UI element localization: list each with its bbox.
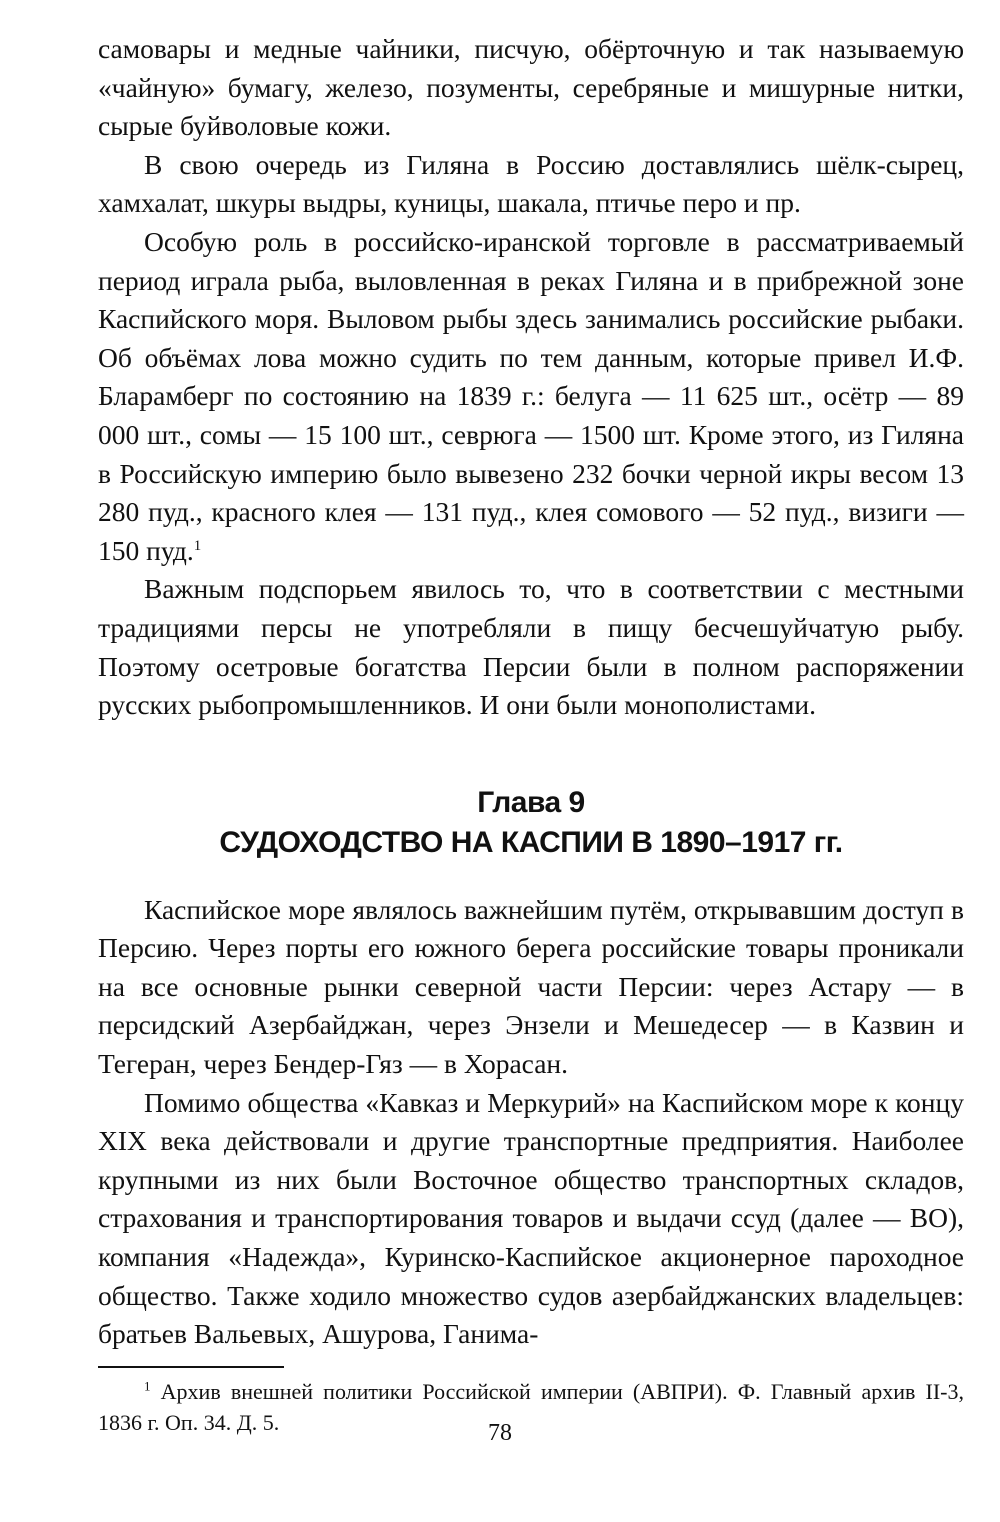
paragraph-3 <box>98 223 964 570</box>
paragraph-3-text: Особую роль в российско-иранской торговле в рассматриваемый период играла рыба, выловленная в реках Гиляна и в прибрежной зоне Каспийского моря. Выловом рыбы здесь занимались российские рыбаки. Об объёмах лова можно судить по тем данным, которые привел И.Ф. Бларамберг по состоянию на 1839 г.: белуга — 11 625 шт., осётр — 89 000 шт., сомы — 15 100 шт., севрюга — 1500 шт. Кроме этого, из Гиляна в Российскую империю было вывезено 232 бочки черной икры весом 13 280 пуд., красного клея — 131 пуд., клея сомового — 52 пуд., визиги — 150 пуд. <box>98 225 964 566</box>
chapter-title: СУДОХОДСТВО НА КАСПИИ В 1890–1917 гг. <box>219 825 843 859</box>
paragraph-5: Каспийское море являлось важнейшим путём, открывавшим доступ в Персию. Через порты его южного берега российские товары проникали на все основные рынки северной части Персии: через Астару — в персидский Азербайджан, через Энзели и Мешедесер — в Казвин и Тегеран, через Бендер-Гяз — в Хорасан. <box>98 893 964 1080</box>
footnote-marker: 1 <box>144 1378 151 1394</box>
footnote-text: Архив внешней политики Российской империи (АВПРИ). Ф. Главный архив II-3, 1836 г. Оп. 34. Д. 5. <box>98 1378 965 1435</box>
paragraph-4: Важным подспорьем явилось то, что в соответствии с местными традициями персы не употребляли в пищу бесчешуйчатую рыбу. Поэтому осетровые богатства Персии были в полном распоряжении русских рыбопромышленников. И они были монополистами. <box>98 573 964 721</box>
page-body <box>98 30 964 1460</box>
chapter-label: Глава 9 <box>477 785 585 819</box>
paragraph-1: самовары и медные чайники, писчую, обёрточную и так называемую «чайную» бумагу, железо, позументы, серебряные и мишурные нитки, сырые буйволовые кожи. <box>98 33 964 142</box>
paragraph-2: В свою очередь из Гиляна в Россию доставлялись шёлк-сырец, хамхалат, шкуры выдры, куницы, шакала, птичье перо и пр. <box>98 148 964 219</box>
footnote-reference: 1 <box>193 537 202 554</box>
paragraph-6: Помимо общества «Кавказ и Меркурий» на Каспийском море к концу XIX века действовали и другие транспортные предприятия. Наиболее крупными из них были Восточное общество транспортных складов, страхования и транспортирования товаров и выдачи ссуд (далее — ВО), компания «Надежда», Куринско-Каспийское акционерное пароходное общество. Также ходило множество судов азербайджанских владельцев: братьев Вальевых, Ашурова, Ганима- <box>98 1086 964 1350</box>
page-number: 78 <box>488 1420 512 1446</box>
chapter-heading <box>98 783 964 863</box>
footnote-divider <box>98 1366 284 1368</box>
